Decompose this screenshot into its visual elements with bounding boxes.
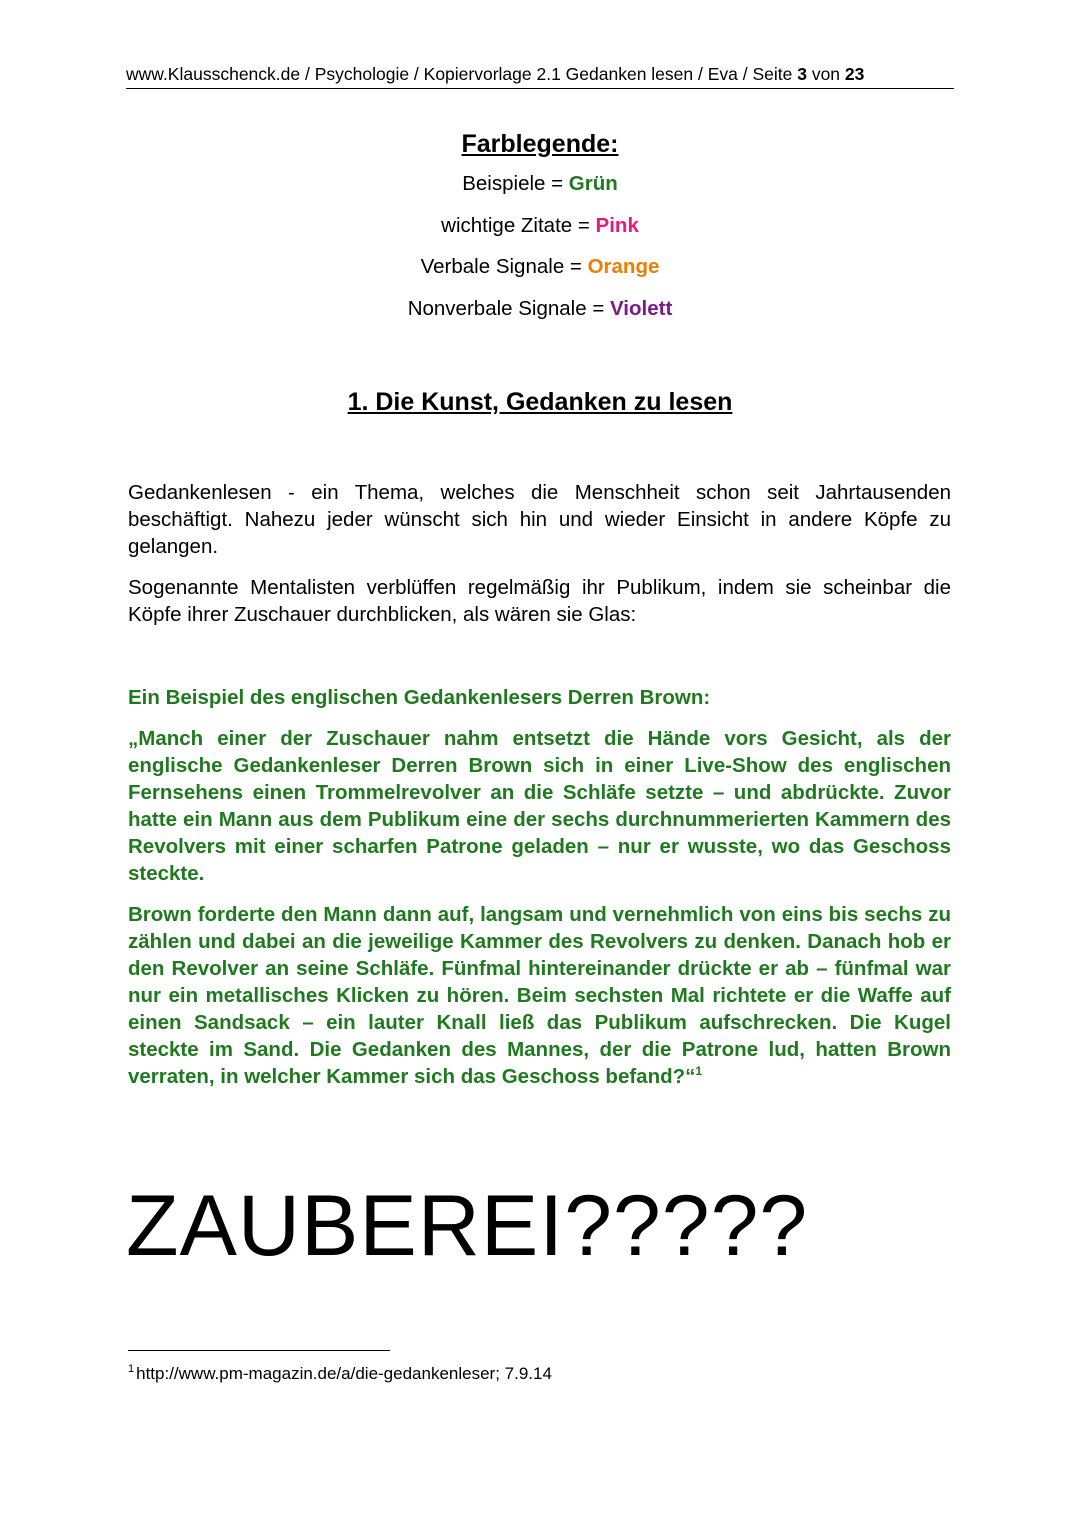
example-intro: Ein Beispiel des englischen Gedankenlesers Derren Brown:	[128, 686, 711, 709]
example-quote-text: Brown forderte den Mann dann auf, langsam und vernehmlich von eins bis sechs zu zählen und dabei an die jeweilige Kammer des Revolvers zu denken. Danach hob er den Revolver an seine Schläfe. Fünfmal hintereinander drückte er ab – fünfmal war nur ein metallisches Klicken zu hören. Beim sechsten Mal richtete er die Waffe auf einen Sandsack – ein lauter Knall ließ das Publikum aufschrecken. Die Kugel steckte im Sand. Die Gedanken des Mannes, der die Patrone lud, hatten Brown verraten, in welcher Kammer sich das Geschoss befand?“	[128, 903, 951, 1088]
example-quote-part-1: „Manch einer der Zuschauer nahm entsetzt die Hände vors Gesicht, als der englische Gedankenleser Derren Brown sich in einer Live-Show des englischen Fernsehens einen Trommelrevolver an die Schläfe setzte – und abdrückte. Zuvor hatte ein Mann aus dem Publikum eine der sechs durchnummerierten Kammern des Revolvers mit einer scharfen Patrone geladen – nur er wusste, wo das Geschoss steckte.	[128, 727, 951, 885]
legend-row-quotes	[0, 212, 1080, 240]
header-page-current: 3	[797, 64, 807, 84]
legend-row-label: Verbale Signale =	[420, 255, 588, 278]
header-path: www.Klausschenck.de / Psychologie / Kopiervorlage 2.1 Gedanken lesen / Eva / Seite	[126, 64, 798, 84]
footnote-divider	[128, 1350, 390, 1351]
intro-text	[128, 479, 951, 642]
legend-row-value: Violett	[610, 296, 673, 320]
color-legend	[0, 128, 1080, 336]
footnote-reference[interactable]: 1	[695, 1064, 703, 1079]
paragraph: Sogenannte Mentalisten verblüffen regelmäßig ihr Publikum, indem sie scheinbar die Köpfe ihrer Zuschauer durchblicken, als wären sie Glas:	[128, 576, 951, 626]
paragraph: Gedankenlesen - ein Thema, welches die Menschheit schon seit Jahrtausenden beschäftigt. Nahezu jeder wünscht sich hin und wieder Einsicht in andere Köpfe zu gelangen.	[128, 481, 951, 558]
legend-row-label: Beispiele =	[462, 172, 569, 195]
section-title: 1. Die Kunst, Gedanken zu lesen	[347, 388, 733, 416]
legend-title: Farblegende:	[461, 130, 619, 158]
legend-row-value: Orange	[587, 255, 660, 278]
big-headline: ZAUBEREI?????	[126, 1178, 809, 1274]
footnote-number: 1	[128, 1363, 135, 1376]
legend-row-label: Nonverbale Signale =	[407, 296, 610, 320]
page-header	[126, 62, 954, 89]
legend-row-label: wichtige Zitate =	[441, 213, 596, 237]
legend-row-examples	[0, 170, 1080, 198]
example-block	[128, 684, 951, 1104]
footnote	[128, 1363, 552, 1385]
header-page-separator: von	[806, 64, 845, 84]
legend-row-value: Grün	[568, 172, 618, 195]
example-quote-part-2	[128, 901, 951, 1090]
header-page-total: 23	[844, 64, 865, 84]
footnote-link[interactable]: http://www.pm-magazin.de/a/die-gedankenleser; 7.9.14	[136, 1364, 552, 1383]
legend-row-value: Pink	[595, 213, 639, 237]
legend-row-nonverbal	[0, 295, 1080, 323]
legend-row-verbal	[0, 253, 1080, 281]
